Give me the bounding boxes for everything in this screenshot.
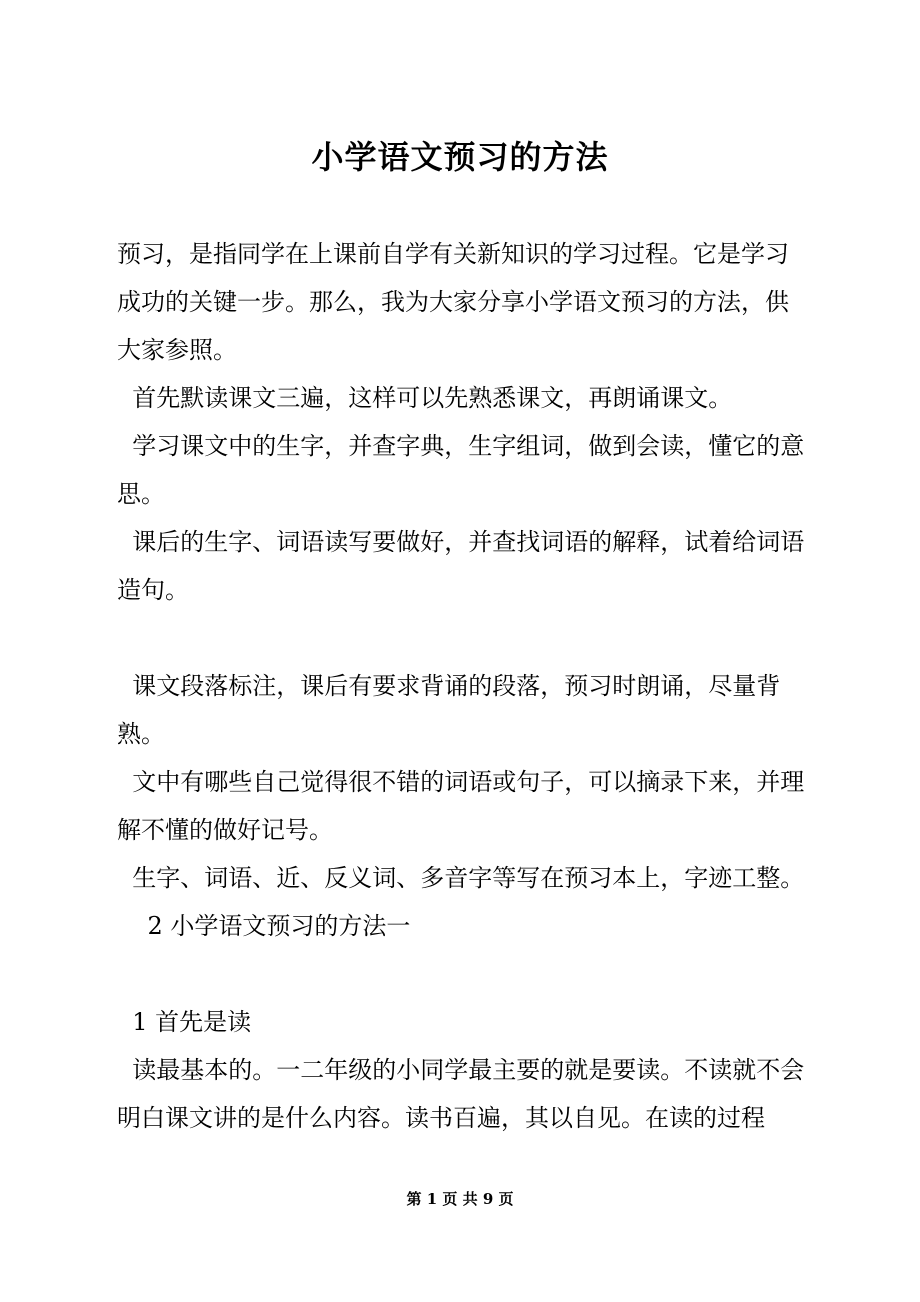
paragraph-spacer [117, 950, 807, 998]
paragraph-intro: 预习，是指同学在上课前自学有关新知识的学习过程。它是学习成功的关键一步。那么，我为大家分享小学语文预习的方法，供大家参照。 [117, 240, 789, 364]
paragraph-after-class: 课后的生字、词语读写要做好，并查找词语的解释，试着给词语造句。 [117, 528, 805, 604]
subsection-heading: 1 首先是读 [117, 1008, 252, 1036]
paragraph-new-characters: 学习课文中的生字，并查字典，生字组词，做到会读，懂它的意思。 [117, 432, 805, 508]
paragraph-annotate: 课文段落标注，课后有要求背诵的段落，预习时朗诵，尽量背熟。 [117, 672, 781, 748]
paragraph-excerpt: 文中有哪些自己觉得很不错的词语或句子，可以摘录下来，并理解不懂的做好记号。 [117, 768, 805, 844]
paragraph-spacer [117, 614, 807, 662]
page-footer: 第 1 页 共 9 页 [406, 1190, 514, 1208]
paragraph-read-silently: 首先默读课文三遍，这样可以先熟悉课文，再朗诵课文。 [117, 384, 733, 412]
section-heading: 2 小学语文预习的方法一 [117, 912, 411, 940]
paragraph-notebook: 生字、词语、近、反义词、多音字等写在预习本上，字迹工整。 [117, 864, 805, 892]
document-body [117, 230, 807, 1142]
document-title: 小学语文预习的方法 [311, 138, 609, 176]
paragraph-reading: 读最基本的。一二年级的小同学最主要的就是要读。不读就不会明白课文讲的是什么内容。读书百遍，其以自见。在读的过程 [117, 1056, 805, 1132]
